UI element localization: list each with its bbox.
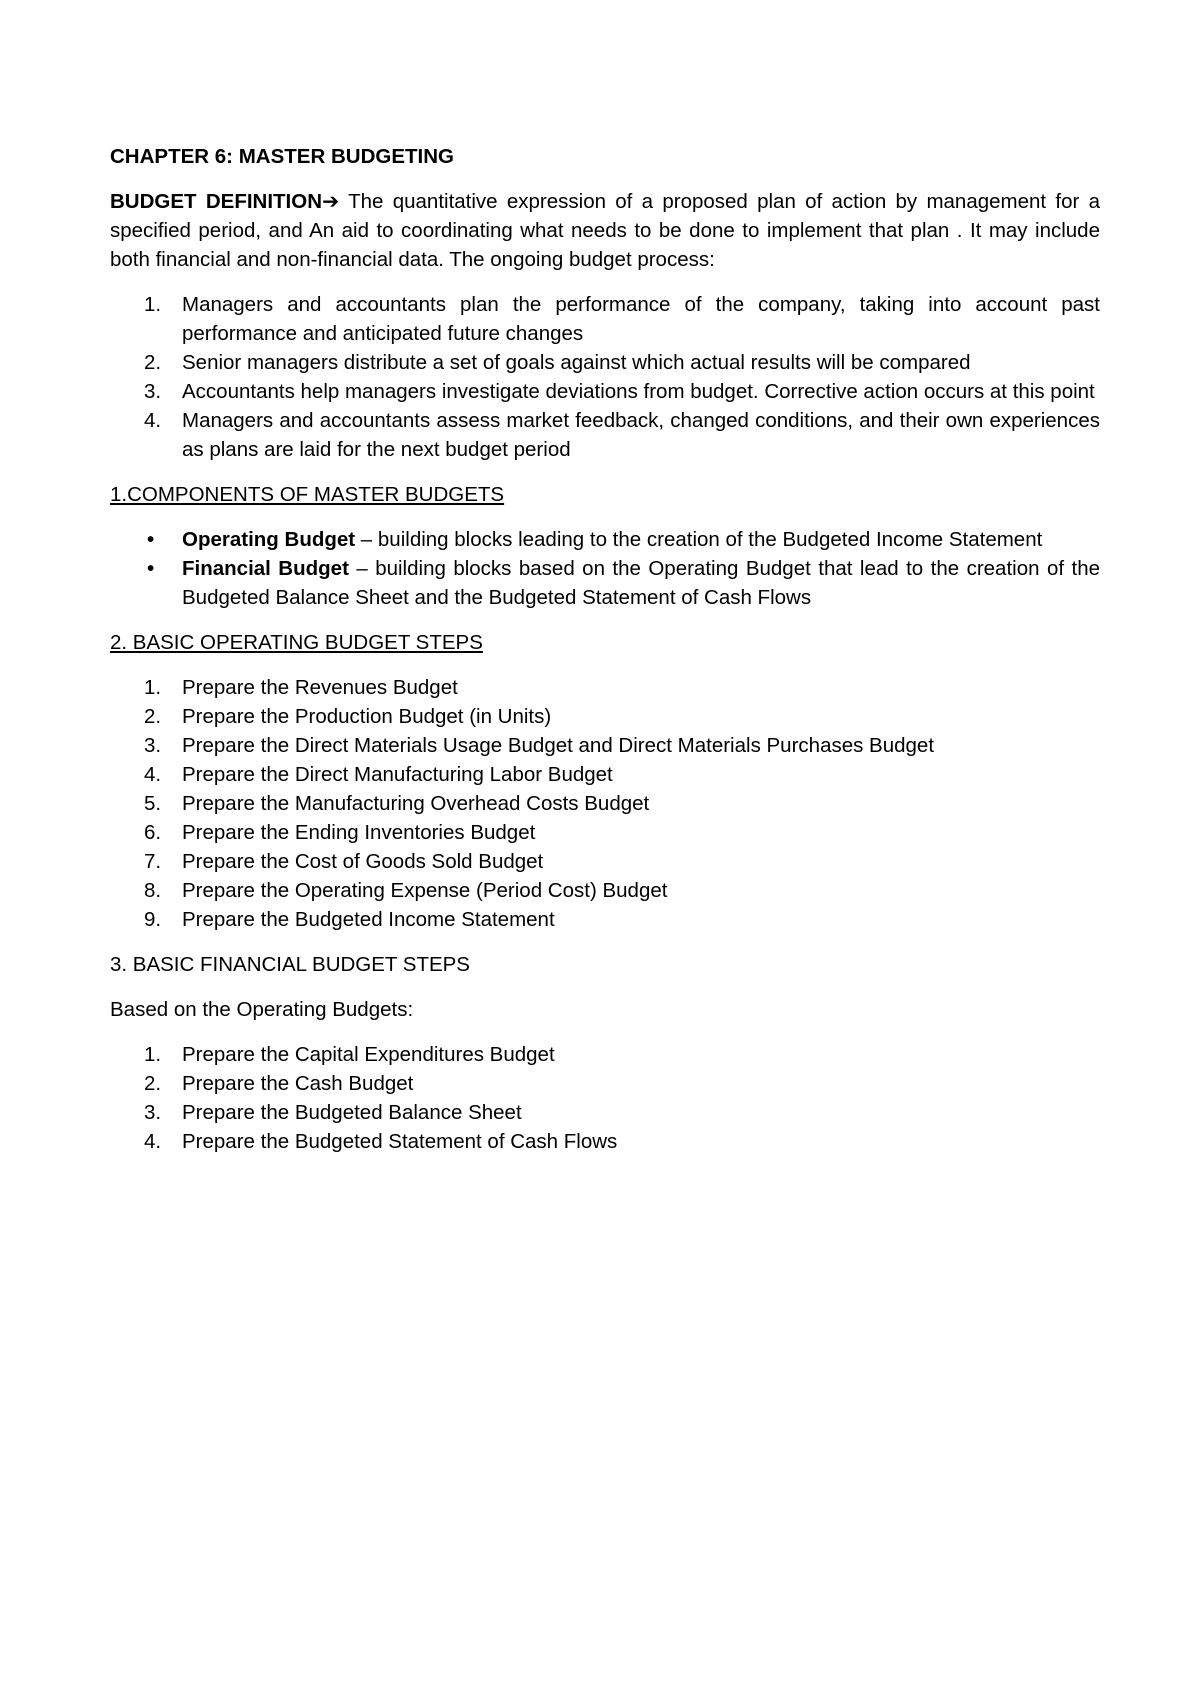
definition-text: The quantitative expression of a proposed plan of action by management for a specified period, and An aid to coordinating what needs to be done to implement that plan . It may include both financial and non-financial data. The ongoing budget process: bbox=[110, 190, 1100, 271]
list-item bbox=[110, 760, 1100, 789]
component-text: – building blocks based on the Operating Budget that lead to the creation of the Budgeted Balance Sheet and the Budgeted Statement of Cash Flows bbox=[182, 557, 1100, 609]
chapter-title: CHAPTER 6: MASTER BUDGETING bbox=[110, 145, 454, 168]
list-item bbox=[110, 905, 1100, 934]
list-item bbox=[110, 673, 1100, 702]
section-heading-components: 1.COMPONENTS OF MASTER BUDGETS bbox=[110, 483, 505, 506]
list-item-text: Prepare the Budgeted Income Statement bbox=[182, 908, 555, 931]
list-item-text: Senior managers distribute a set of goals against which actual results will be compared bbox=[182, 351, 971, 374]
list-item bbox=[110, 731, 1100, 760]
bullet-icon: • bbox=[147, 528, 155, 551]
list-item-text: Prepare the Production Budget (in Units) bbox=[182, 705, 552, 728]
list-number: 4. bbox=[144, 763, 162, 786]
bullet-icon: • bbox=[147, 557, 155, 580]
list-item bbox=[110, 847, 1100, 876]
document-page bbox=[110, 142, 1100, 1172]
list-number: 9. bbox=[144, 908, 162, 931]
list-item bbox=[110, 377, 1100, 406]
list-number: 5. bbox=[144, 792, 162, 815]
list-item bbox=[110, 818, 1100, 847]
budget-process-list bbox=[110, 290, 1100, 464]
list-number: 3. bbox=[144, 734, 162, 757]
list-item-text: Accountants help managers investigate deviations from budget. Corrective action occurs at this point bbox=[182, 380, 1095, 403]
list-number: 2. bbox=[144, 351, 162, 374]
component-text: – building blocks leading to the creation of the Budgeted Income Statement bbox=[355, 528, 1043, 551]
list-number: 6. bbox=[144, 821, 162, 844]
list-item-text: Managers and accountants assess market feedback, changed conditions, and their own experiences as plans are laid for the next budget period bbox=[182, 409, 1100, 461]
list-number: 3. bbox=[144, 1101, 162, 1124]
list-item-text: Prepare the Cost of Goods Sold Budget bbox=[182, 850, 544, 873]
list-item bbox=[110, 1098, 1100, 1127]
list-item bbox=[110, 406, 1100, 464]
list-item-text: Prepare the Capital Expenditures Budget bbox=[182, 1043, 555, 1066]
financial-steps-list bbox=[110, 1040, 1100, 1156]
list-item-text: Prepare the Budgeted Statement of Cash Flows bbox=[182, 1130, 618, 1153]
list-item bbox=[110, 702, 1100, 731]
list-item bbox=[110, 876, 1100, 905]
list-item-text: Prepare the Manufacturing Overhead Costs Budget bbox=[182, 792, 650, 815]
list-number: 1. bbox=[144, 293, 162, 316]
list-item-text: Prepare the Operating Expense (Period Cost) Budget bbox=[182, 879, 668, 902]
financial-intro: Based on the Operating Budgets: bbox=[110, 998, 414, 1021]
list-number: 8. bbox=[144, 879, 162, 902]
list-item bbox=[110, 554, 1100, 612]
components-list bbox=[110, 525, 1100, 612]
component-term: Operating Budget bbox=[182, 528, 356, 551]
list-number: 1. bbox=[144, 1043, 162, 1066]
budget-definition-paragraph bbox=[110, 187, 1100, 274]
list-item bbox=[110, 789, 1100, 818]
list-number: 1. bbox=[144, 676, 162, 699]
list-item bbox=[110, 348, 1100, 377]
list-item bbox=[110, 1040, 1100, 1069]
list-number: 2. bbox=[144, 1072, 162, 1095]
list-item bbox=[110, 1069, 1100, 1098]
list-item-text: Managers and accountants plan the performance of the company, taking into account past performance and anticipated future changes bbox=[182, 293, 1100, 345]
list-number: 4. bbox=[144, 1130, 162, 1153]
definition-label: BUDGET DEFINITION bbox=[110, 190, 323, 213]
arrow-icon: ➔ bbox=[322, 190, 340, 213]
list-item bbox=[110, 290, 1100, 348]
section-heading-operating: 2. BASIC OPERATING BUDGET STEPS bbox=[110, 631, 483, 654]
list-item-text: Prepare the Budgeted Balance Sheet bbox=[182, 1101, 522, 1124]
list-number: 4. bbox=[144, 409, 162, 432]
list-number: 2. bbox=[144, 705, 162, 728]
operating-steps-list bbox=[110, 673, 1100, 934]
list-item-text: Prepare the Direct Manufacturing Labor Budget bbox=[182, 763, 613, 786]
list-item-text: Prepare the Revenues Budget bbox=[182, 676, 458, 699]
list-item-text: Prepare the Ending Inventories Budget bbox=[182, 821, 536, 844]
section-heading-financial: 3. BASIC FINANCIAL BUDGET STEPS bbox=[110, 953, 470, 976]
component-term: Financial Budget bbox=[182, 557, 349, 580]
list-item bbox=[110, 525, 1100, 554]
list-item-text: Prepare the Direct Materials Usage Budget and Direct Materials Purchases Budget bbox=[182, 734, 935, 757]
list-item bbox=[110, 1127, 1100, 1156]
list-number: 7. bbox=[144, 850, 162, 873]
list-number: 3. bbox=[144, 380, 162, 403]
list-item-text: Prepare the Cash Budget bbox=[182, 1072, 414, 1095]
